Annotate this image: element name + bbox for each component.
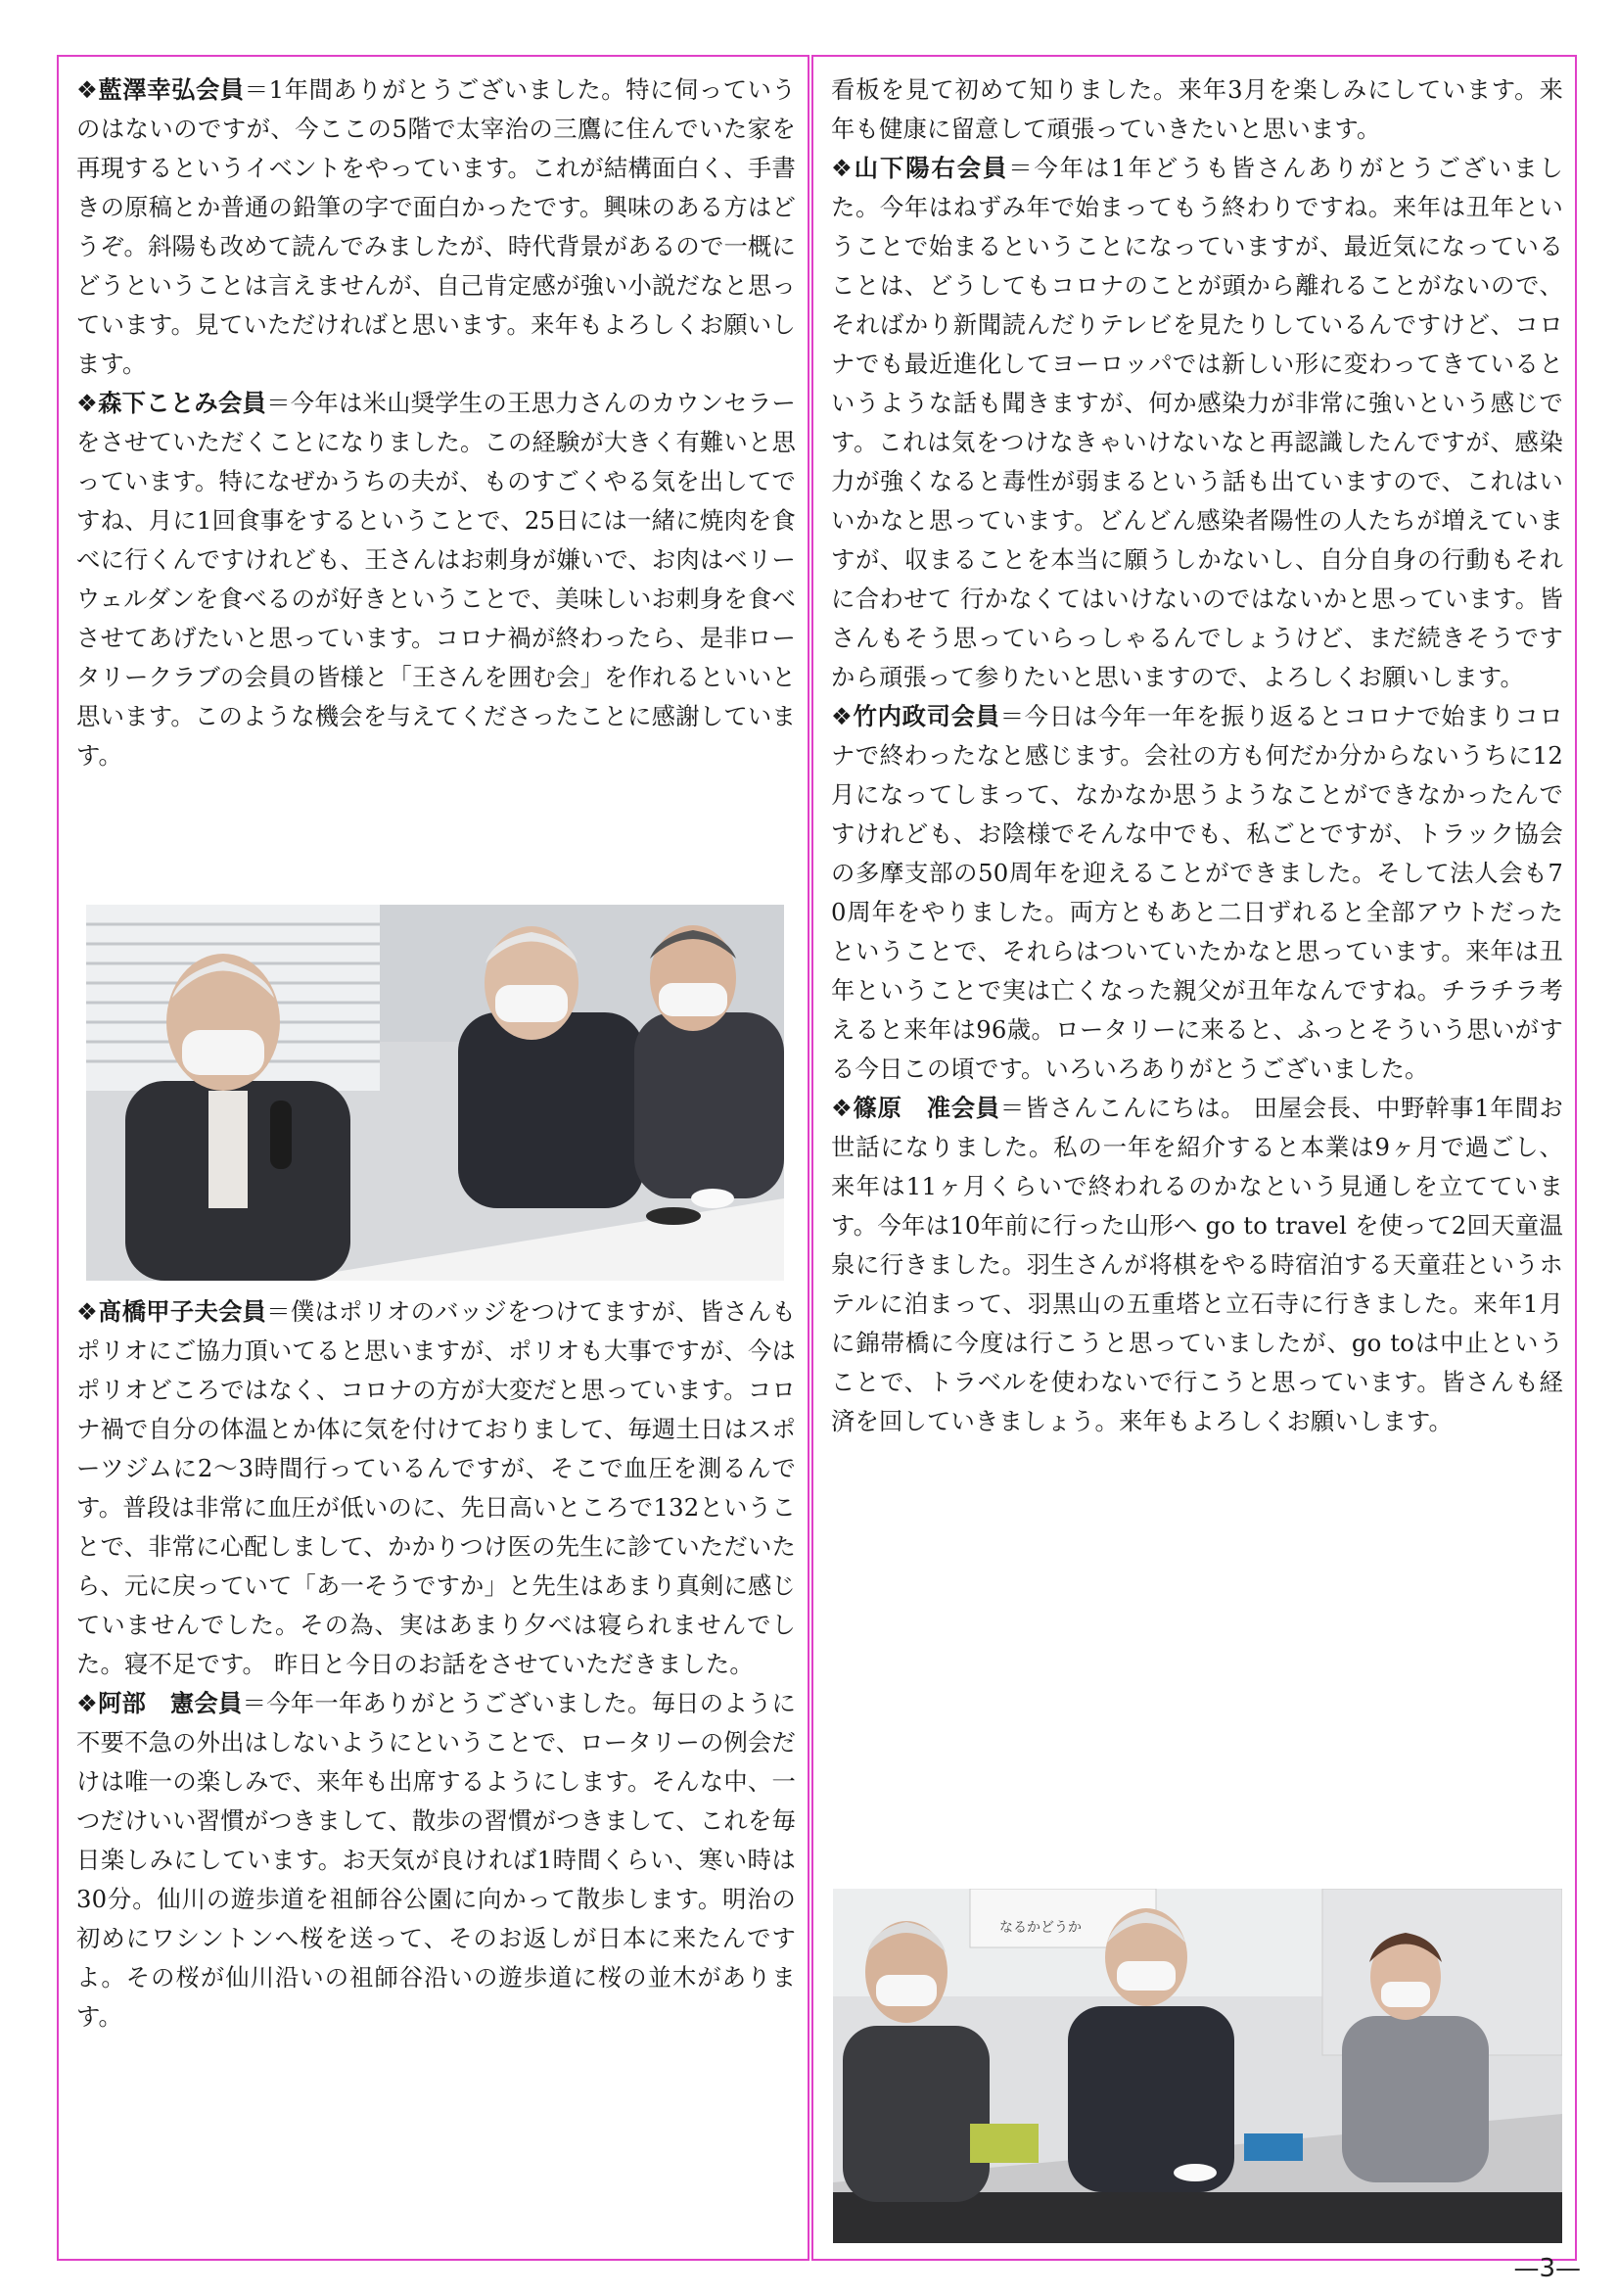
page-number: —3— (1513, 2254, 1581, 2283)
member-name: 阿部 憲会員 (98, 1689, 243, 1717)
remark-text: ＝今日は今年一年を振り返るとコロナで始まりコロナで終わったなと感じます。会社の方も何だか分からないうちに12月になってしまって、なかなか思うようなことができなかったんですけれども、お陰様でそんな中でも、私ごとですが、トラック協会の多摩支部の50周年を迎えることができました。そして法人会も70周年をやりました。両方ともあと二日ずれると全部アウトだったということで、それらはついていたかなと思っています。来年は丑年ということで実は亡くなった親父が丑年なんですね。チラチラ考えると来年は96歳。ロータリーに来ると、ふっとそういう思いがする今日この頃です。いろいろありがとうございました。 (831, 702, 1564, 1083)
bullet-icon: ❖ (76, 75, 99, 104)
speaker-entry (831, 70, 1563, 149)
bullet-icon: ❖ (76, 1689, 99, 1717)
sign-text: なるかどうか (999, 1920, 1082, 1936)
bullet-icon: ❖ (831, 154, 855, 182)
remark-text: ＝僕はポリオのバッジをつけてますが、皆さんもポリオにご協力頂いてると思いますが、ポリオも大事ですが、今はポリオどころではなく、コロナの方が大変だと思っています。コロナ禍で自分の体温とか体に気を付けておりまして、毎週土日はスポーツジムに2～3時間行っているんですが、そこで血圧を測るんです。普段は非常に血圧が低いのに、先日高いところで132ということで、非常に心配しまして、かかりつけ医の先生に診ていただいたら、元に戻っていて「あ一そうですか」と先生はあまり真剣に感じていませんでした。その為、実はあまり夕べは寝られませんでした。寝不足です。 昨日と今日のお話をさせていただきました。 (76, 1297, 797, 1678)
speaker-entry (76, 1684, 796, 2037)
remark-text: ＝今年は1年どうも皆さんありがとうございました。今年はねずみ年で始まってもう終わりですね。来年は丑年ということで始まるということになっていますが、最近気になっていることは、どうしてもコロナのことが頭から離れることがないので、そればかり新聞読んだりテレビを見たりしているんですけど、コロナでも最近進化してヨーロッパでは新しい形に変わってきているというような話も聞きますが、何か感染力が非常に強いという感じです。これは気をつけなきゃいけないなと再認識したんですが、感染力が強くなると毒性が弱まるという話も出ていますので、これはいいかなと思っています。どんどん感染者陽性の人たちが増えていますが、収まることを本当に願うしかないし、自分自身の行動もそれに合わせて 行かなくてはいけないのではないかと思っています。皆さんもそう思っていらっしゃるんでしょうけど、まだ続きそうですから頑張って参りたいと思いますので、よろしくお願いします。 (831, 154, 1563, 691)
member-name: 篠原 准会員 (853, 1094, 1000, 1122)
left-column (57, 55, 809, 2261)
left-top-text (76, 70, 796, 775)
remark-text: ＝今年一年ありがとうございました。毎日のように不要不急の外出はしないようにということで、ロータリーの例会だけは唯一の楽しみで、来年も出席するようにします。そんな中、一つだけいい習慣がつきまして、散歩の習慣がつきまして、これを毎日楽しみにしています。お天気が良ければ1時間くらい、寒い時は30分。仙川の遊歩道を祖師谷公園に向かって散歩します。明治の初めにワシントンへ桜を送って、そのお返しが日本に来たんですよ。その桜が仙川沿いの祖師谷沿いの遊歩道に桜の並木があります。 (76, 1689, 797, 2031)
meeting-photo-1 (86, 905, 784, 1281)
bullet-icon: ❖ (76, 1297, 99, 1326)
member-name: 藍澤幸弘会員 (98, 75, 245, 104)
right-column (811, 55, 1577, 2261)
remark-text: ＝1年間ありがとうございました。特に伺っていうのはないのですが、今ここの5階で太宰治の三鷹に住んでいた家を再現するというイベントをやっています。これが結構面白く、手書きの原稿とか普通の鉛筆の字で面白かったです。興味のある方はどうぞ。斜陽も改めて読んでみましたが、時代背景があるので一概にどうということは言えませんが、自己肯定感が強い小説だなと思っています。見ていただければと思います。来年もよろしくお願いします。 (76, 75, 797, 378)
member-name: 山下陽右会員 (854, 154, 1009, 182)
member-name: 竹内政司会員 (853, 702, 1000, 730)
member-name: 髙橋甲子夫会員 (98, 1297, 267, 1326)
speaker-entry (76, 384, 796, 775)
remark-text: 看板を見て初めて知りました。来年3月を楽しみにしています。来年も健康に留意して頑張っていきたいと思います。 (831, 75, 1563, 143)
bullet-icon: ❖ (831, 1094, 854, 1122)
right-text (831, 70, 1563, 1441)
speaker-entry (831, 697, 1563, 1089)
speaker-entry (831, 1089, 1563, 1441)
speaker-entry (831, 149, 1563, 697)
left-bottom-text (76, 1292, 796, 2037)
member-name: 森下ことみ会員 (98, 389, 267, 417)
bullet-icon: ❖ (831, 702, 854, 730)
speaker-entry (76, 70, 796, 384)
remark-text: ＝今年は米山奨学生の王思力さんのカウンセラーをさせていただくことになりました。この経験が大きく有難いと思っています。特になぜかうちの夫が、ものすごくやる気を出してですね、月に1回食事をするということで、25日には一緒に焼肉を食べに行くんですけれども、王さんはお刺身が嫌いで、お肉はベリーウェルダンを食べるのが好きということで、美味しいお刺身を食べさせてあげたいと思っています。コロナ禍が終わったら、是非ロータリークラブの会員の皆様と「王さんを囲む会」を作れるといいと思います。このような機会を与えてくださったことに感謝しています。 (76, 389, 796, 770)
bullet-icon: ❖ (76, 389, 99, 417)
meeting-photo-2 (833, 1889, 1562, 2243)
remark-text: ＝皆さんこんにちは。 田屋会長、中野幹事1年間お世話になりました。私の一年を紹介すると本業は9ヶ月で過ごし、来年は11ヶ月くらいで終われるのかなという見通しを立てています。今年は10年前に行った山形へ go to travel を使って2回天童温泉に行きました。羽生さんが将棋をやる時宿泊する天童荘というホテルに泊まって、羽黒山の五重塔と立石寺に行きました。来年1月に錦帯橋に今度は行こうと思っていましたが、go toは中止ということで、トラベルを使わないで行こうと思っています。皆さんも経済を回していきましょう。来年もよろしくお願いします。 (831, 1094, 1564, 1435)
speaker-entry (76, 1292, 796, 1684)
